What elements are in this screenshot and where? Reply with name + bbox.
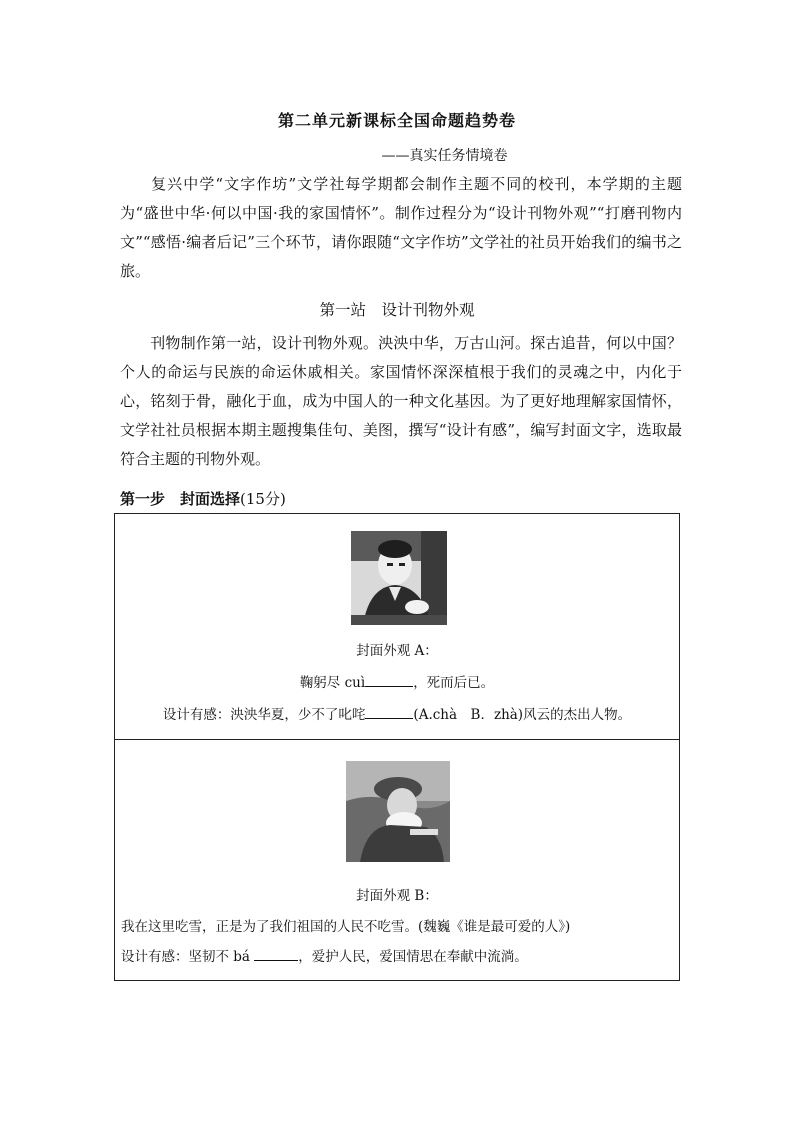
option-b-design bbox=[121, 945, 528, 965]
option-a-quote bbox=[115, 671, 679, 691]
station-paragraph bbox=[120, 329, 682, 474]
portrait-photo-a bbox=[351, 531, 447, 625]
step-heading bbox=[120, 488, 286, 509]
answer-blank[interactable] bbox=[254, 948, 298, 961]
option-a-design bbox=[115, 703, 679, 723]
page-title: 第二单元新课标全国命题趋势卷 bbox=[277, 111, 516, 130]
page-subtitle: ——真实任务情境卷 bbox=[381, 148, 508, 164]
option-b-design-pre: 设计有感：坚韧不 bá bbox=[121, 949, 255, 965]
intro-text: 复兴中学“文字作坊”文学社每学期都会制作主题不同的校刊，本学期的主题为“盛世中华·何以中国·我的家国情怀”。制作过程分为“设计刊物外观”“打磨刊物内文”“感悟·编者后记”三个环节，请你跟随“文字作坊”文学社的社员开始我们的编书之旅。 bbox=[120, 175, 682, 280]
option-b-quote: 我在这里吃雪，正是为了我们祖国的人民不吃雪。(魏巍《谁是最可爱的人》) bbox=[121, 919, 571, 935]
option-a-label: 封面外观 A： bbox=[356, 643, 438, 659]
option-b-design-post: ，爱护人民，爱国情思在奉献中流淌。 bbox=[298, 949, 528, 965]
option-b-label: 封面外观 B： bbox=[356, 888, 438, 904]
intro-paragraph bbox=[120, 170, 682, 286]
answer-blank[interactable] bbox=[365, 674, 413, 687]
option-a-design-post: (A.chà B．zhà)风云的杰出人物。 bbox=[413, 707, 632, 723]
answer-blank[interactable] bbox=[365, 706, 413, 719]
cover-option-b bbox=[114, 739, 680, 981]
cover-option-a bbox=[114, 513, 680, 740]
step-label: 第一步 封面选择 bbox=[120, 490, 241, 508]
station-title: 第一站 设计刊物外观 bbox=[319, 301, 475, 319]
option-a-quote-post: ，死而后已。 bbox=[413, 675, 495, 691]
station-text: 刊物制作第一站，设计刊物外观。泱泱中华，万古山河。探古追昔，何以中国？个人的命运与民族的命运休戚相关。家国情怀深深植根于我们的灵魂之中，内化于心，铭刻于骨，融化于血，成为中国人的一种文化基因。为了更好地理解家国情怀，文学社社员根据本期主题搜集佳句、美图，撰写“设计有感”，编写封面文字，选取最符合主题的刊物外观。 bbox=[120, 334, 682, 468]
step-score: (15分) bbox=[240, 490, 286, 508]
option-a-design-pre: 设计有感：泱泱华夏，少不了叱咤 bbox=[162, 707, 366, 723]
option-a-quote-pre: 鞠躬尽 cuì bbox=[299, 675, 366, 691]
portrait-photo-b bbox=[346, 761, 450, 862]
